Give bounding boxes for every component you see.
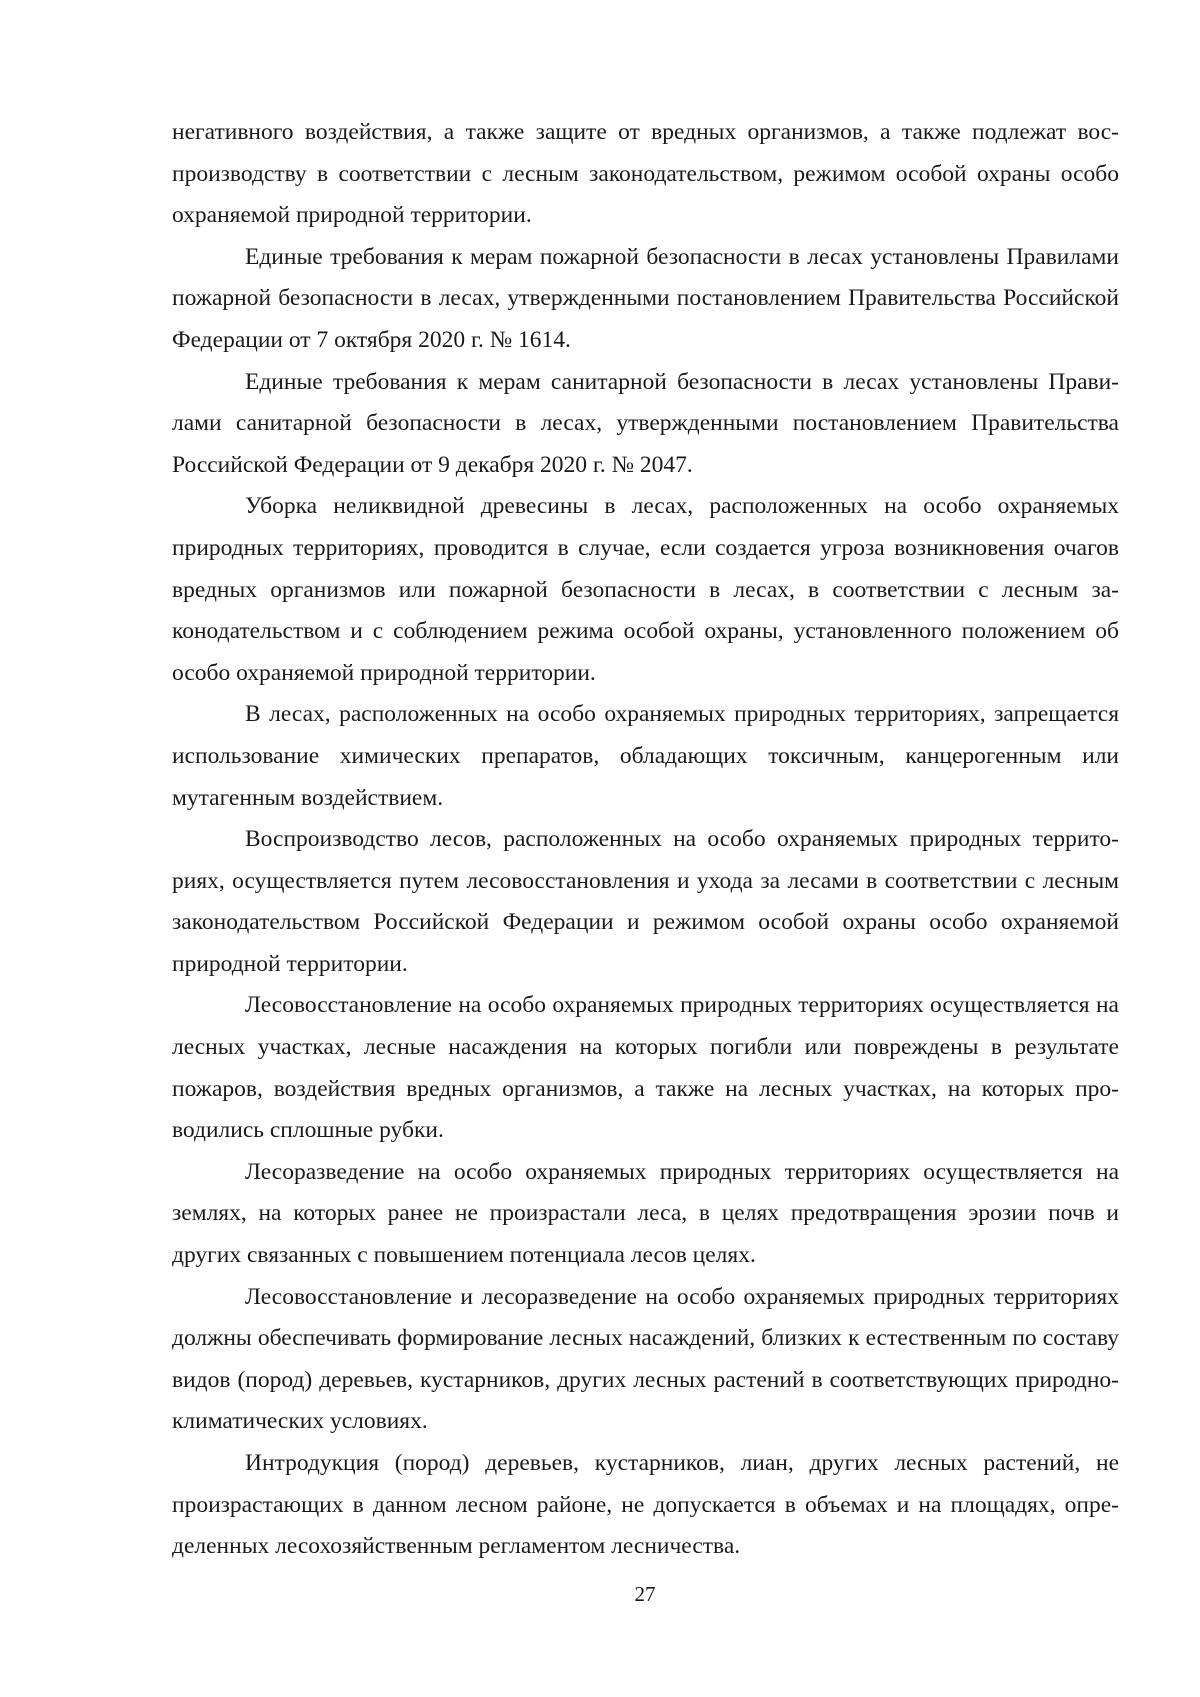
paragraph-afforestation: Лесоразведение на особо охраняемых природных территориях осуществляется на землях, на которых ранее не произрастали леса, в целях предотвращения эрозии почв и других связанных с повышением потенциала лесов целях.	[172, 1158, 1119, 1269]
page-number: 27	[634, 1582, 656, 1606]
paragraph-fire-safety: Единые требования к мерам пожарной безопасности в лесах установлены Правилами пожарной безопасности в лесах, утвержденными постановлением Правительства Российской Федерации от 7 октября 2020 г. № 1614.	[172, 243, 1119, 353]
paragraph-chemicals-ban: В лесах, расположенных на особо охраняемых природных территориях, запрещается использование химических препаратов, обладающих токсичным, канцерогенным или мутагенным воздействием.	[172, 701, 1119, 811]
paragraph-reforestation: Лесовосстановление на особо охраняемых природных территориях осуществляется на лесных участках, лесные насаждения на которых погибли или повреждены в результате пожаров, воздействия вредных организмов, а также на лесных участках, на которых проводились сплошные рубки.	[172, 992, 1119, 1144]
paragraph-continuation: негативного воздействия, а также защите от вредных организмов, а также подлежат воспроизводству в соответствии с лесным законодательством, режимом особой охраны особо охраняемой природной территории.	[172, 119, 1119, 229]
paragraph-introduction: Интродукция (пород) деревьев, кустарников, лиан, других лесных растений, не произрастающих в данном лесном районе, не допускается в объемах и на площадях, определенных лесохозяйственным регламентом лесничества.	[172, 1450, 1119, 1560]
document-body	[172, 112, 1119, 1568]
paragraph-natural-plantings: Лесовосстановление и лесоразведение на особо охраняемых природных территориях должны обеспечивать формирование лесных насаждений, близких к естественным по составу видов (пород) деревьев, кустарников, других лесных растений в соответствующих природно-климатических условиях.	[172, 1283, 1119, 1435]
paragraph-sanitary-safety: Единые требования к мерам санитарной безопасности в лесах установлены Правилами санитарной безопасности в лесах, утвержденными постановлением Правительства Российской Федерации от 9 декабря 2020 г. № 2047.	[172, 368, 1119, 478]
paragraph-forest-reproduction: Воспроизводство лесов, расположенных на особо охраняемых природных территориях, осуществляется путем лесовосстановления и ухода за лесами в соответствии с лесным законодательством Российской Федерации и режимом особой охраны особо охраняемой природной территории.	[172, 826, 1119, 977]
paragraph-wood-cleanup: Уборка неликвидной древесины в лесах, расположенных на особо охраняемых природных территориях, проводится в случае, если создается угроза возникновения очагов вредных организмов или пожарной безопасности в лесах, в соответствии с лесным законодательством и с соблюдением режима особой охраны, установленного положением об особо охраняемой природной территории.	[172, 493, 1119, 686]
